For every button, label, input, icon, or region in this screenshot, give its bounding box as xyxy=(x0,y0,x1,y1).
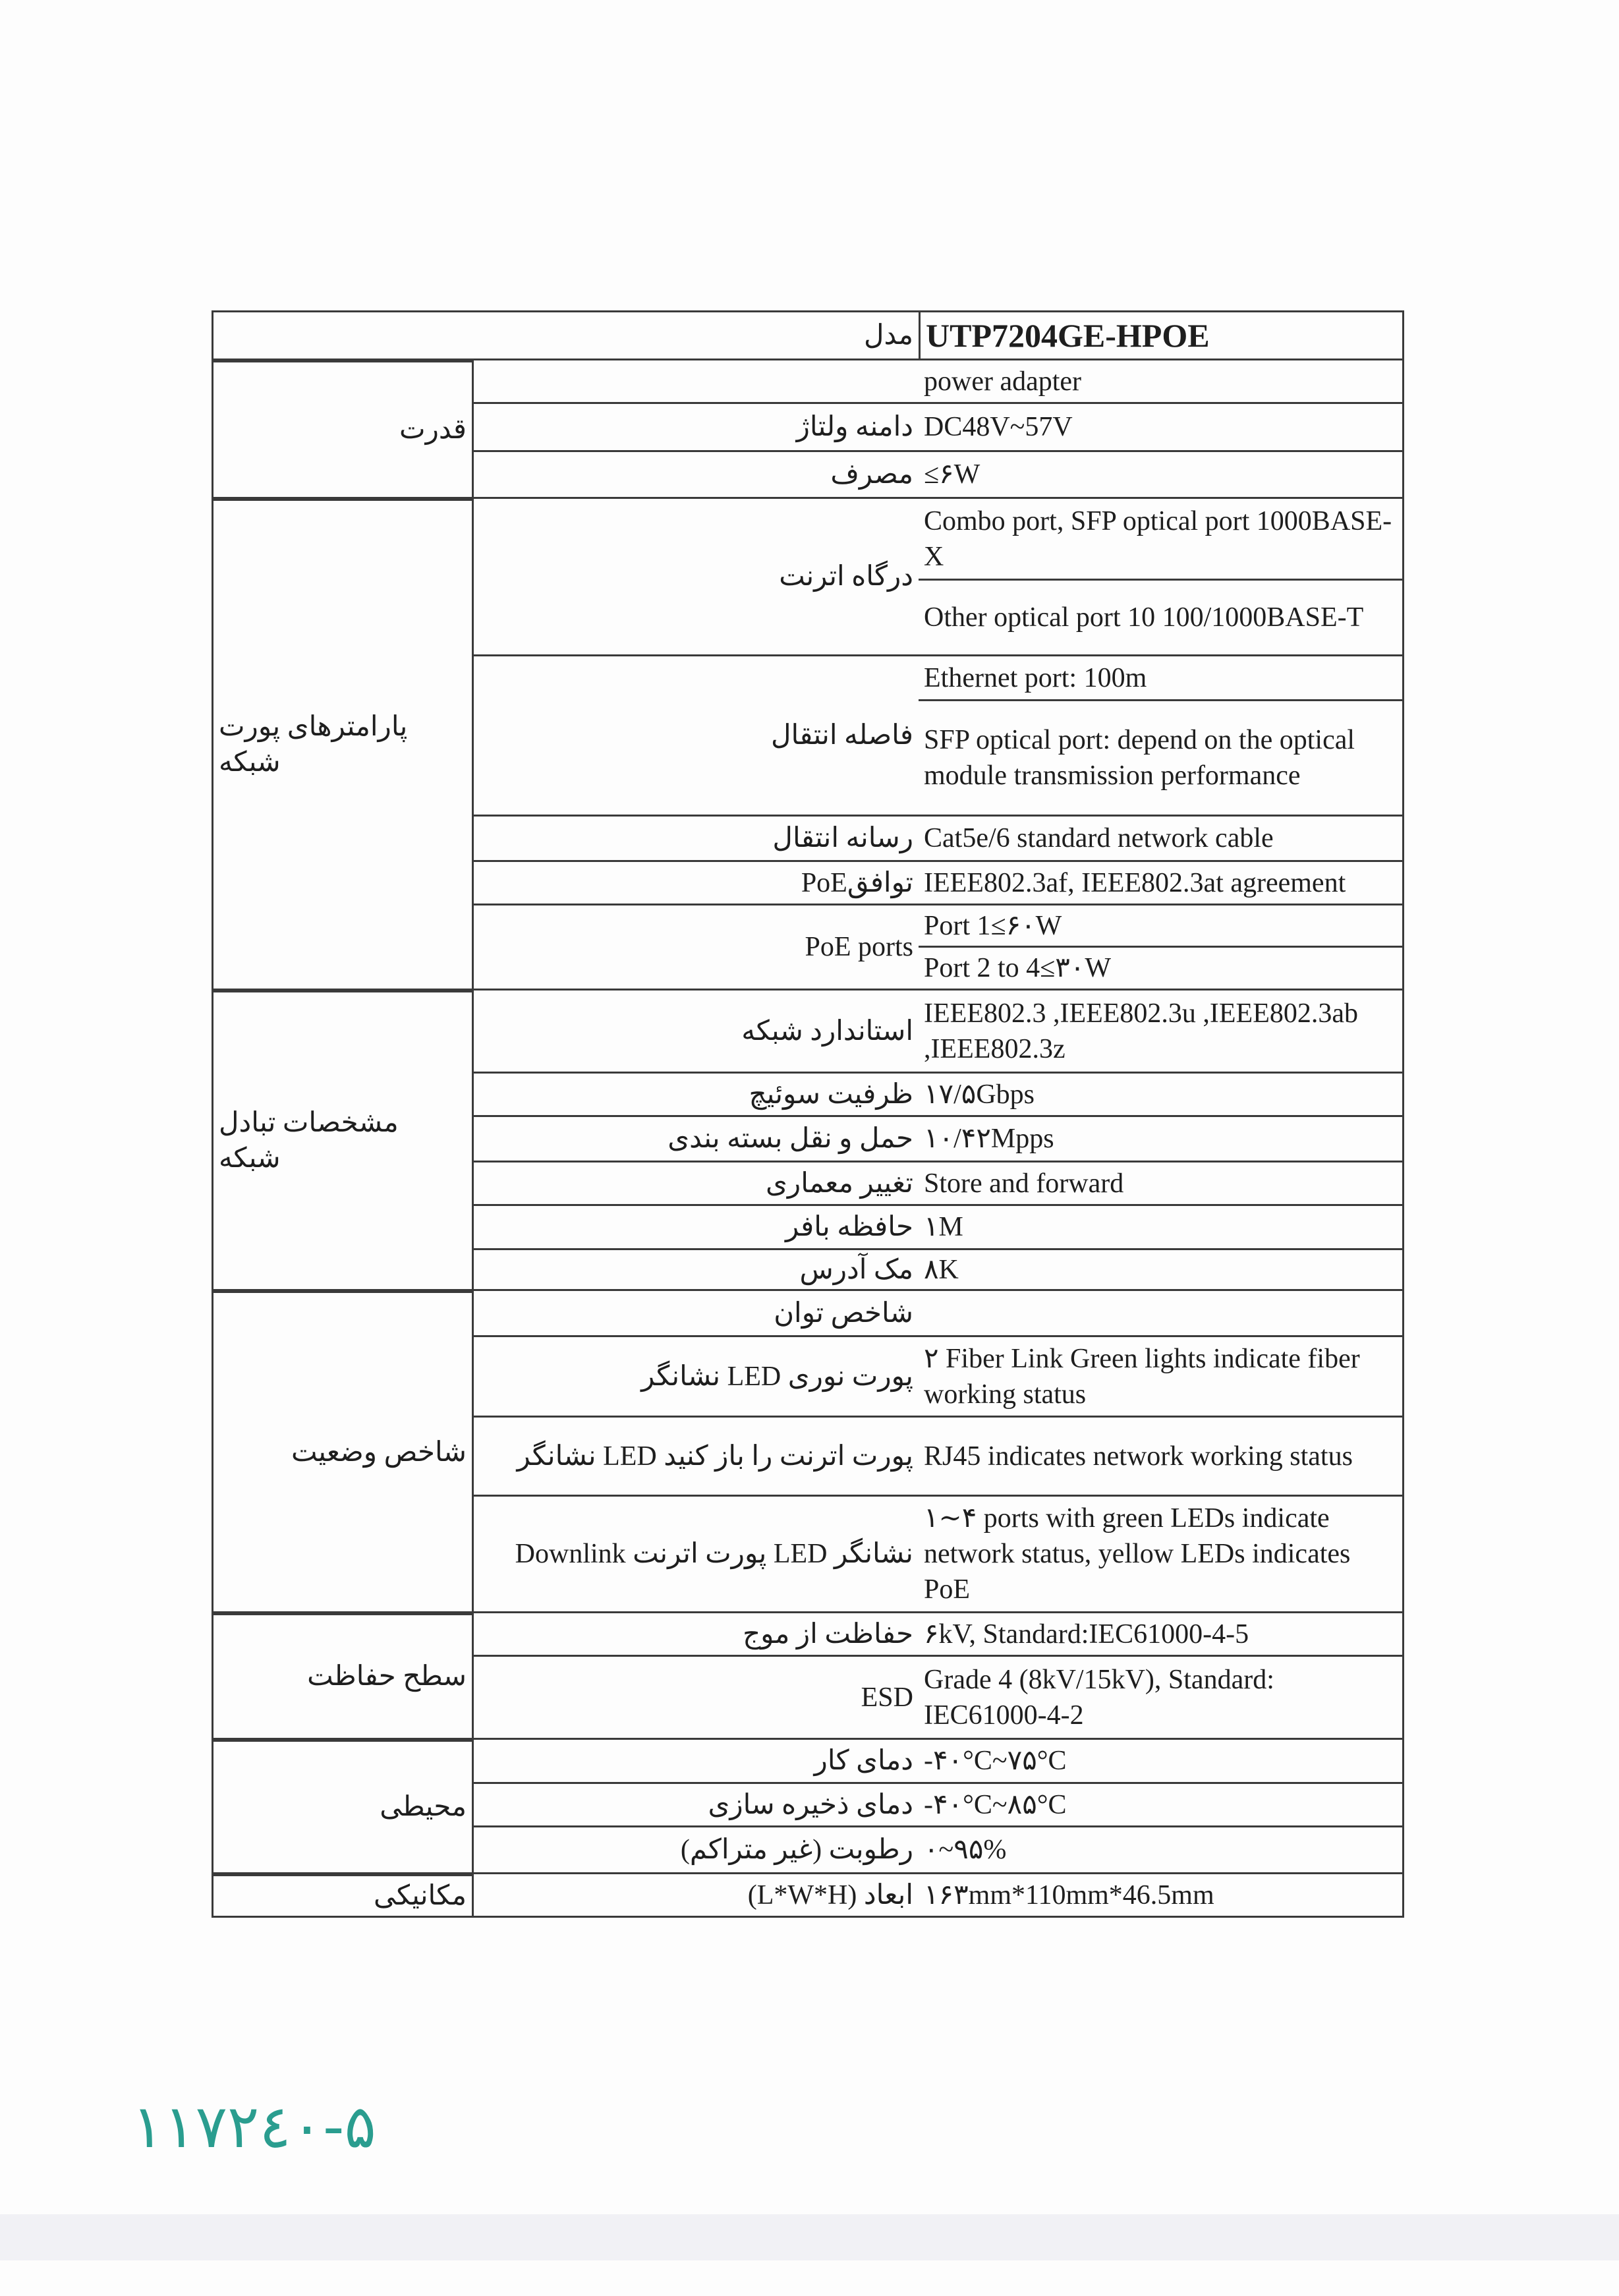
row-label: حفاظت از موج xyxy=(743,1619,913,1650)
row-value: Grade 4 (8kV/15kV), Standard: IEC61000-4-2 xyxy=(924,1664,1274,1731)
row-value-cell xyxy=(919,1291,1404,1337)
row-label-cell xyxy=(474,1418,919,1497)
row-label-cell xyxy=(474,1827,919,1874)
row-value-cell xyxy=(919,1337,1404,1418)
model-label: مدل xyxy=(863,320,913,351)
row-value-cell xyxy=(919,1206,1404,1250)
row-value: ۰~۹۵% xyxy=(924,1835,1007,1865)
row-value: DC48V~57V xyxy=(924,412,1073,442)
row-value: ۱۶۳mm*110mm*46.5mm xyxy=(924,1880,1214,1910)
row-label: رسانه انتقال xyxy=(772,823,913,853)
group-label: پارامترهای پورت شبکه xyxy=(219,712,408,778)
group-label-cell xyxy=(212,1874,474,1918)
model-value-cell xyxy=(919,310,1404,360)
row-label-cell xyxy=(474,905,919,990)
row-label: درگاه اترنت xyxy=(779,561,913,592)
row-label: دامنه ولتاژ xyxy=(796,412,913,442)
row-label-cell xyxy=(474,1784,919,1827)
row-label: دمای کار xyxy=(814,1746,913,1776)
row-label-cell xyxy=(474,360,919,404)
row-label-cell xyxy=(474,1613,919,1657)
row-value-cell xyxy=(919,1162,1404,1206)
row-value: power adapter xyxy=(924,366,1082,397)
row-value: ۱∼۴ ports with green LEDs indicate network status, yellow LEDs indicates PoE xyxy=(924,1503,1351,1605)
row-value: Combo port, SFP optical port 1000BASE-X xyxy=(924,505,1392,572)
group-label: مشخصات تبادل شبکه xyxy=(219,1108,399,1174)
row-label-cell xyxy=(474,990,919,1074)
row-value: SFP optical port: depend on the optical module transmission performance xyxy=(924,725,1355,791)
handwritten-note: ۱۱۷۲٤۰-۵ xyxy=(132,2092,376,2162)
row-value-cell xyxy=(919,701,1404,817)
row-label-cell xyxy=(474,817,919,862)
row-value-cell xyxy=(919,1074,1404,1117)
row-value-cell xyxy=(919,1613,1404,1657)
row-label-cell xyxy=(474,1291,919,1337)
row-label-cell xyxy=(474,1657,919,1740)
row-value: -۴۰°C~۸۵°C xyxy=(924,1789,1067,1820)
row-value-cell xyxy=(919,1827,1404,1874)
row-label: پورت اترنت را باز کنید LED نشانگر xyxy=(517,1441,913,1472)
row-label: PoEتوافق xyxy=(801,867,913,898)
row-value-cell xyxy=(919,1740,1404,1784)
row-value: ۲ Fiber Link Green lights indicate fiber working status xyxy=(924,1343,1360,1410)
row-value-cell xyxy=(919,862,1404,905)
row-label: حمل و نقل بسته بندی xyxy=(667,1124,913,1154)
row-label-cell xyxy=(474,452,919,499)
row-value-cell xyxy=(919,1250,1404,1291)
row-label: استاندارد شبکه xyxy=(741,1016,913,1047)
group-label-cell xyxy=(212,1291,474,1613)
row-value-cell xyxy=(919,1657,1404,1740)
row-label-cell xyxy=(474,862,919,905)
row-value: Store and forward xyxy=(924,1168,1124,1199)
row-value-cell xyxy=(919,948,1404,990)
row-value-cell xyxy=(919,1117,1404,1162)
row-label: شاخص توان xyxy=(774,1298,913,1329)
group-label: شاخص وضعیت xyxy=(291,1437,467,1468)
row-label-cell xyxy=(474,1497,919,1613)
row-value: Port 1≤۶۰W xyxy=(924,910,1062,941)
row-label: پورت نوری LED نشانگر xyxy=(641,1361,913,1392)
model-label-cell xyxy=(212,310,919,360)
row-label: فاصله انتقال xyxy=(770,720,913,751)
row-value-cell xyxy=(919,656,1404,701)
row-label: Downlink پورت اترنت LED نشانگر xyxy=(515,1539,913,1569)
row-value: ≤۶W xyxy=(924,459,980,490)
row-label-cell xyxy=(474,499,919,656)
row-label: ESD xyxy=(861,1682,913,1713)
row-value-cell xyxy=(919,905,1404,948)
model-value: UTP7204GE-HPOE xyxy=(926,317,1210,354)
row-value: Port 2 to 4≤۳۰W xyxy=(924,953,1111,983)
row-value: Ethernet port: 100m xyxy=(924,662,1147,693)
row-label-cell xyxy=(474,1074,919,1117)
group-label-cell xyxy=(212,1740,474,1874)
group-label-cell xyxy=(212,499,474,990)
row-label-cell xyxy=(474,656,919,817)
row-label-cell xyxy=(474,1740,919,1784)
row-value: ۱M xyxy=(924,1212,963,1242)
row-label-cell xyxy=(474,1874,919,1918)
row-value-cell xyxy=(919,499,1404,581)
group-label: مکانیکی xyxy=(373,1881,467,1911)
row-value-cell xyxy=(919,360,1404,404)
row-label: ظرفیت سوئیچ xyxy=(749,1079,913,1110)
row-value: RJ45 indicates network working status xyxy=(924,1441,1353,1472)
group-label: قدرت xyxy=(399,415,467,445)
row-value: -۴۰°C~۷۵°C xyxy=(924,1746,1067,1776)
group-label-cell xyxy=(212,1613,474,1740)
row-label-cell xyxy=(474,404,919,452)
row-label-cell xyxy=(474,1206,919,1250)
row-label-cell xyxy=(474,1250,919,1291)
row-label: رطوبت (غیر متراکم) xyxy=(680,1835,913,1865)
row-value: Other optical port 10 100/1000BASE-T xyxy=(924,602,1364,633)
row-value: Cat5e/6 standard network cable xyxy=(924,823,1274,853)
group-label-cell xyxy=(212,990,474,1291)
row-label-cell xyxy=(474,1162,919,1206)
row-value: ۱۷/۵Gbps xyxy=(924,1079,1035,1110)
row-value: IEEE802.3 ,IEEE802.3u ,IEEE802.3ab ,IEEE802.3z xyxy=(924,998,1358,1064)
row-value: ۸K xyxy=(924,1254,959,1285)
row-value: ۱۰/۴۲Mpps xyxy=(924,1124,1054,1154)
row-value-cell xyxy=(919,452,1404,499)
row-value-cell xyxy=(919,817,1404,862)
row-label: حافظه بافر xyxy=(785,1212,913,1242)
row-label: PoE ports xyxy=(805,932,913,962)
row-value-cell xyxy=(919,1874,1404,1918)
group-label: محیطی xyxy=(380,1792,467,1822)
row-value-cell xyxy=(919,1497,1404,1613)
row-label: دمای ذخیره سازی xyxy=(708,1789,913,1820)
row-label-cell xyxy=(474,1117,919,1162)
row-label: مک آدرس xyxy=(799,1254,913,1285)
group-label: سطح حفاظت xyxy=(307,1661,467,1692)
row-value-cell xyxy=(919,404,1404,452)
row-value: ۶kV, Standard:IEC61000-4-5 xyxy=(924,1619,1249,1650)
row-label-cell xyxy=(474,1337,919,1418)
row-value-cell xyxy=(919,1418,1404,1497)
row-value: IEEE802.3af, IEEE802.3at agreement xyxy=(924,867,1346,898)
row-value-cell xyxy=(919,581,1404,656)
row-value-cell xyxy=(919,990,1404,1074)
group-label-cell xyxy=(212,360,474,499)
row-label: ابعاد (L*W*H) xyxy=(747,1880,913,1910)
scan-edge xyxy=(0,2214,1619,2260)
row-label: مصرف xyxy=(830,459,913,490)
row-value-cell xyxy=(919,1784,1404,1827)
row-label: تغییر معماری xyxy=(766,1168,913,1199)
